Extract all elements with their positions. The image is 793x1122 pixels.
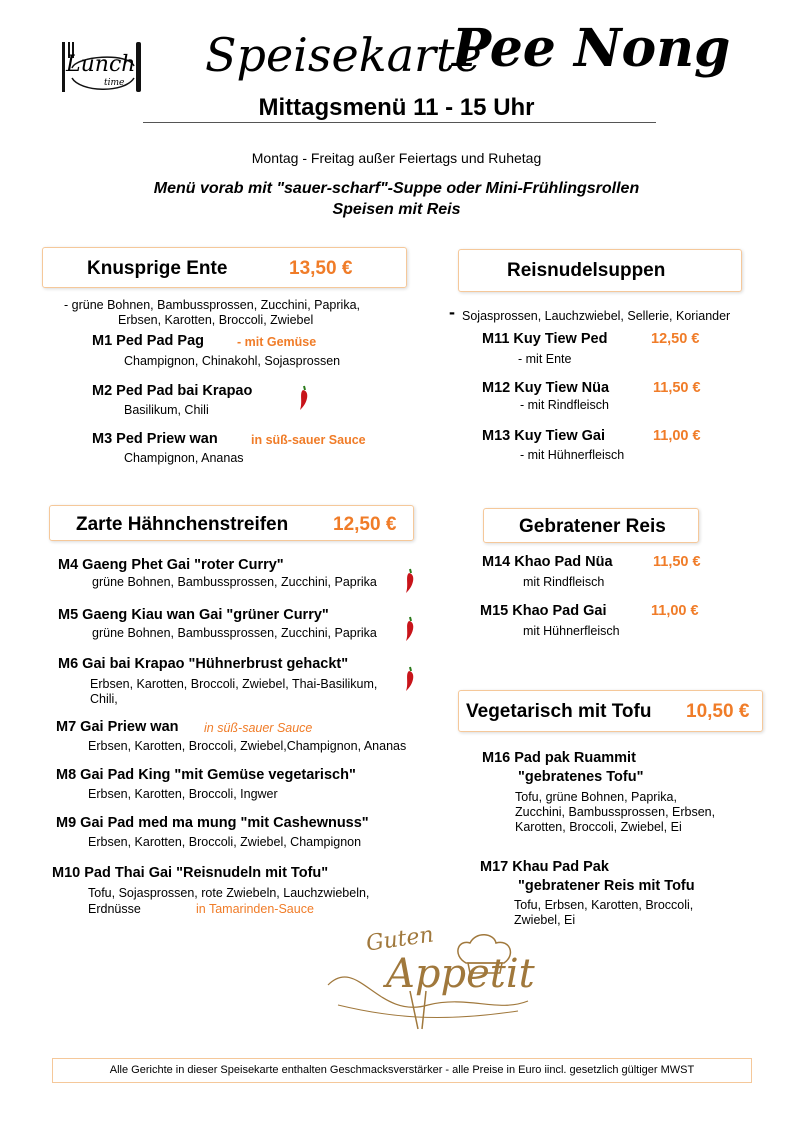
ente-price: 13,50 €	[289, 258, 353, 279]
m3-name: M3 Ped Priew wan	[92, 431, 218, 447]
m9-name: M9 Gai Pad med ma mung "mit Cashewnuss"	[56, 815, 369, 831]
m15-name: M15 Khao Pad Gai	[480, 603, 607, 619]
m10-name: M10 Pad Thai Gai "Reisnudeln mit Tofu"	[52, 865, 329, 881]
m14-name: M14 Khao Pad Nüa	[482, 554, 613, 570]
guten-appetit-logo	[318, 922, 538, 1030]
m8-name: M8 Gai Pad King "mit Gemüse vegetarisch"	[56, 767, 356, 783]
intro-line-1: Menü vorab mit "sauer-scharf"-Suppe oder Mini-Frühlingsrollen	[153, 180, 640, 197]
title-left: Speisekarte	[205, 28, 482, 82]
m17-desc-1: Tofu, Erbsen, Karotten, Broccoli,	[514, 898, 694, 912]
suppen-dash: -	[449, 302, 455, 322]
suppen-header	[458, 249, 742, 292]
ente-header	[42, 247, 407, 288]
logo-text: Lunch	[66, 52, 136, 77]
m2-desc: Basilikum, Chili	[124, 403, 209, 417]
subtitle-underline	[143, 122, 656, 123]
chili-icon	[297, 385, 311, 411]
m5-name: M5 Gaeng Kiau wan Gai "grüner Curry"	[58, 607, 329, 623]
vegetarisch-header	[458, 690, 763, 732]
chili-icon	[403, 616, 417, 642]
m13-name: M13 Kuy Tiew Gai	[482, 428, 606, 444]
m16-desc-1: Tofu, grüne Bohnen, Paprika,	[515, 790, 677, 804]
m11-desc: - mit Ente	[518, 352, 572, 366]
m16-name-2: "gebratenes Tofu"	[518, 769, 644, 785]
appetit-text: Appetit	[386, 951, 535, 997]
m6-desc-2: Chili,	[90, 692, 118, 706]
vegetarisch-title: Vegetarisch mit Tofu	[466, 701, 652, 722]
ente-desc-2: Erbsen, Karotten, Broccoli, Zwiebel	[118, 313, 314, 327]
reis-header	[483, 508, 699, 543]
m14-desc: mit Rindfleisch	[523, 575, 605, 589]
m16-desc-2: Zucchini, Bambussprossen, Erbsen,	[515, 805, 716, 819]
ente-title: Knusprige Ente	[87, 258, 228, 279]
guten-text: Guten	[364, 922, 436, 957]
m13-desc: - mit Hühnerfleisch	[520, 448, 625, 462]
m11-name: M11 Kuy Tiew Ped	[482, 331, 608, 347]
reis-title: Gebratener Reis	[519, 516, 666, 537]
suppen-title: Reisnudelsuppen	[507, 260, 666, 281]
m6-name: M6 Gai bai Krapao "Hühnerbrust gehackt"	[58, 656, 349, 672]
m11-price: 12,50 €	[651, 331, 700, 347]
ente-desc-1: - grüne Bohnen, Bambussprossen, Zucchini, Paprika,	[64, 298, 360, 312]
m10-desc-2: Erdnüsse	[88, 902, 141, 916]
haehnchen-header	[49, 505, 414, 541]
title-right: Pee Nong	[452, 18, 731, 79]
haehnchen-price: 12,50 €	[333, 514, 397, 535]
m13-price: 11,00 €	[653, 428, 701, 444]
haehnchen-title: Zarte Hähnchenstreifen	[76, 514, 289, 535]
m15-price: 11,00 €	[651, 603, 699, 619]
m17-name-1: M17 Khau Pad Pak	[480, 859, 609, 875]
m4-name: M4 Gaeng Phet Gai "roter Curry"	[58, 557, 284, 573]
m4-desc: grüne Bohnen, Bambussprossen, Zucchini, Paprika	[92, 575, 377, 589]
vegetarisch-price: 10,50 €	[686, 701, 750, 722]
m7-name: M7 Gai Priew wan	[56, 719, 179, 735]
m8-desc: Erbsen, Karotten, Broccoli, Ingwer	[88, 787, 278, 801]
m1-note: - mit Gemüse	[237, 335, 317, 349]
chili-icon	[403, 568, 417, 594]
m9-desc: Erbsen, Karotten, Broccoli, Zwiebel, Champignon	[88, 835, 362, 849]
m14-price: 11,50 €	[653, 554, 701, 570]
m12-desc: - mit Rindfleisch	[520, 398, 609, 412]
m2-name: M2 Ped Pad bai Krapao	[92, 383, 253, 399]
m12-name: M12 Kuy Tiew Nüa	[482, 380, 610, 396]
footer-box	[52, 1058, 752, 1083]
m16-desc-3: Karotten, Broccoli, Zwiebel, Ei	[515, 820, 682, 834]
m10-desc-1: Tofu, Sojasprossen, rote Zwiebeln, Lauchzwiebeln,	[88, 886, 370, 900]
m7-note: in süß-sauer Sauce	[204, 721, 313, 735]
m5-desc: grüne Bohnen, Bambussprossen, Zucchini, Paprika	[92, 626, 377, 640]
m1-name: M1 Ped Pad Pag	[92, 333, 205, 349]
m3-note: in süß-sauer Sauce	[251, 433, 366, 447]
m17-name-2: "gebratener Reis mit Tofu	[518, 878, 695, 894]
chili-icon	[403, 666, 417, 692]
opening-days: Montag - Freitag außer Feiertags und Ruhetag	[251, 150, 542, 166]
m10-note: in Tamarinden-Sauce	[196, 902, 314, 916]
m15-desc: mit Hühnerfleisch	[523, 624, 620, 638]
intro-line-2: Speisen mit Reis	[332, 201, 461, 218]
logo-sub: time	[104, 78, 125, 88]
m17-desc-2: Zwiebel, Ei	[514, 913, 576, 927]
m12-price: 11,50 €	[653, 380, 701, 396]
m16-name-1: M16 Pad pak Ruammit	[482, 750, 636, 766]
suppen-desc: Sojasprossen, Lauchzwiebel, Sellerie, Koriander	[462, 309, 731, 323]
m7-desc: Erbsen, Karotten, Broccoli, Zwiebel,Champignon, Ananas	[88, 739, 407, 753]
subtitle: Mittagsmenü 11 - 15 Uhr	[258, 94, 535, 121]
m6-desc-1: Erbsen, Karotten, Broccoli, Zwiebel, Thai-Basilikum,	[90, 677, 378, 691]
lunch-time-logo	[58, 38, 148, 98]
footer-text: Alle Gerichte in dieser Speisekarte enthalten Geschmacksverstärker - alle Preise in Euro iincl. gesetzlich gültiger MWST	[109, 1064, 695, 1076]
m3-desc: Champignon, Ananas	[124, 451, 244, 465]
m1-desc: Champignon, Chinakohl, Sojasprossen	[124, 354, 341, 368]
